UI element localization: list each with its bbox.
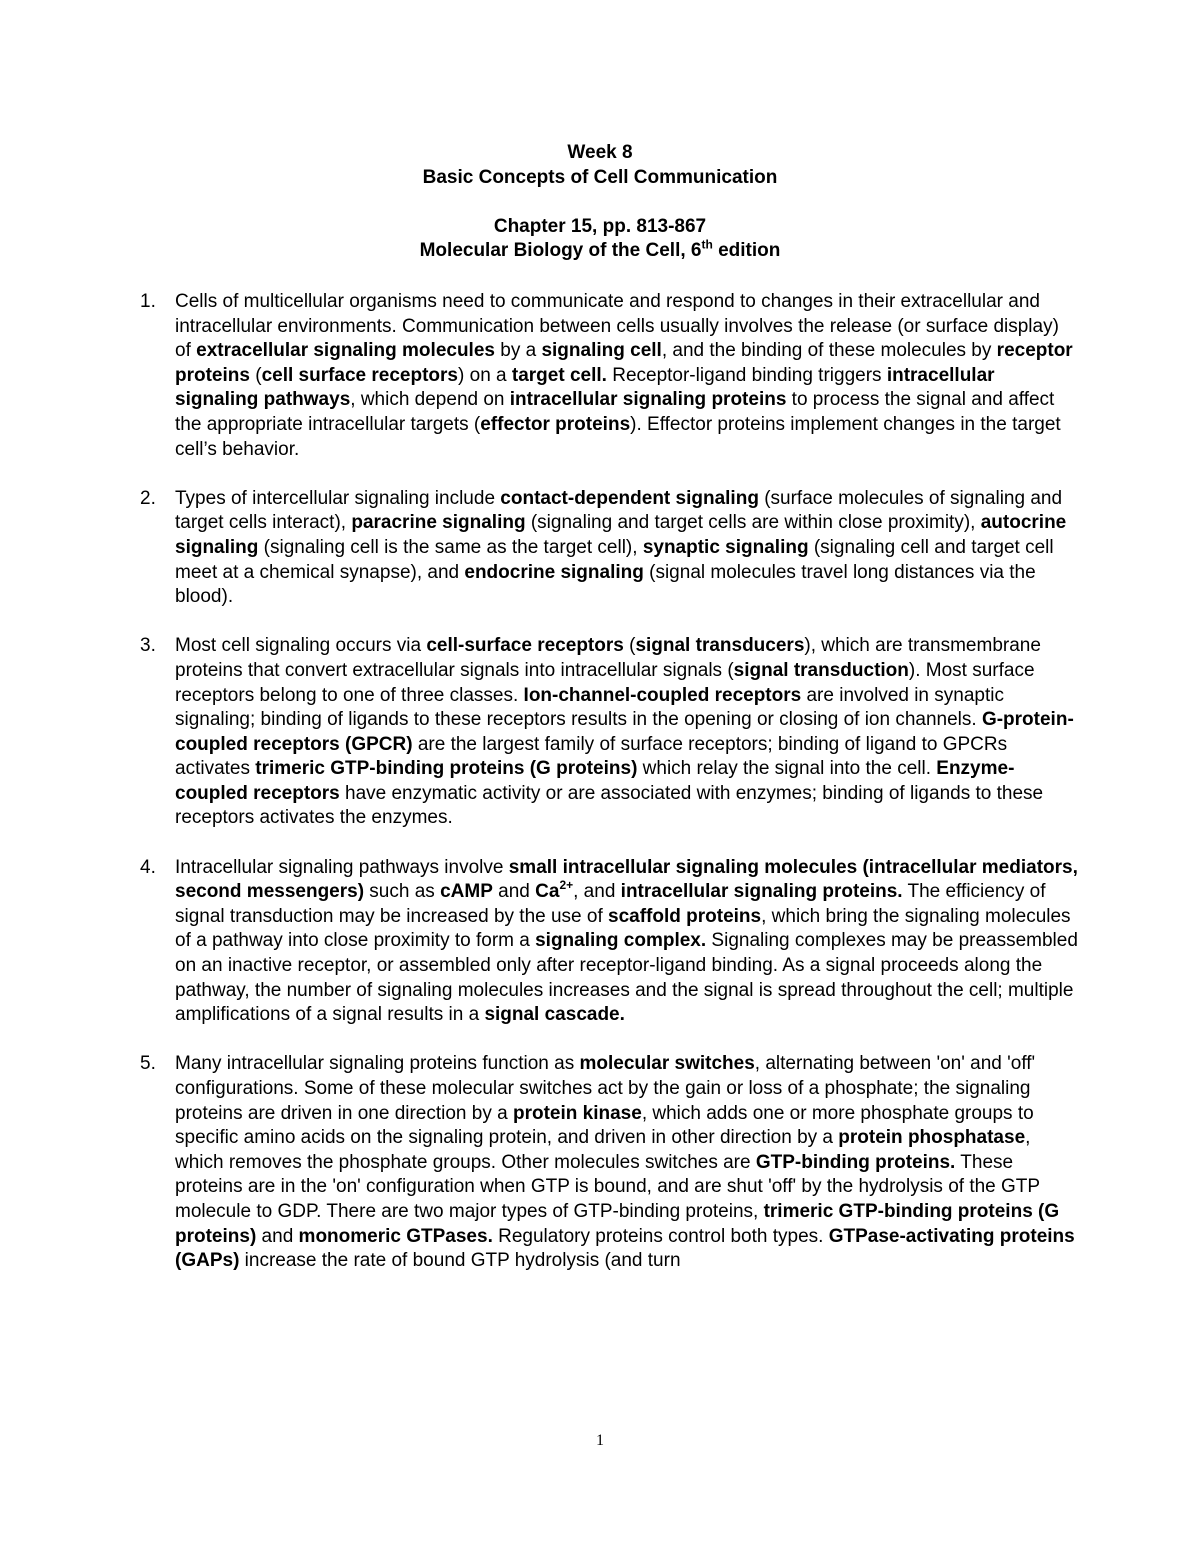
text-run: have enzymatic activity or are associated with enzymes; binding of ligands to these receptors activates the enzymes. xyxy=(175,782,1044,829)
text-run: Regulatory proteins control both types. xyxy=(492,1225,829,1247)
text-run: (surface molecules of signaling and target cells interact), xyxy=(175,487,1063,534)
text-run: to process the signal and affect the appropriate intracellular targets ( xyxy=(175,389,1055,435)
text-run: Most cell signaling occurs via xyxy=(175,635,427,657)
text-run: ( xyxy=(623,635,636,657)
bold-term: protein phosphatase xyxy=(838,1127,1026,1149)
list-item xyxy=(140,487,1080,610)
item-text xyxy=(175,290,1080,462)
text-run: (signaling cell is the same as the target cell), xyxy=(258,536,643,558)
bold-term: receptor proteins xyxy=(175,340,1073,386)
bold-term: trimeric GTP-binding proteins (G proteins) xyxy=(255,758,638,780)
item-text xyxy=(175,856,1080,1028)
bold-term: Ion-channel-coupled receptors xyxy=(523,684,802,706)
bold-term: intracellular signaling proteins. xyxy=(620,881,903,903)
text-run: , which removes the phosphate groups. Other molecules switches are xyxy=(175,1127,1031,1173)
text-run: , and the binding of these molecules by xyxy=(661,340,997,362)
text-run: Cells of multicellular organisms need to communicate and respond to changes in their extracellular and intracellular environments. Communication between cells usually involves the release (or surface display) of xyxy=(175,291,1059,362)
item-number: 3. xyxy=(140,635,156,657)
bold-term: G-protein-coupled receptors (GPCR) xyxy=(175,709,1074,755)
text-run: and xyxy=(256,1225,299,1247)
text-run: (signal molecules travel long distances via the blood). xyxy=(175,561,1036,608)
bold-term: signal cascade. xyxy=(484,1004,625,1026)
bold-term: GTPase-activating proteins (GAPs) xyxy=(175,1225,1075,1272)
text-run: ). Most surface receptors belong to one of three classes. xyxy=(175,659,1035,706)
bold-term: Enzyme-coupled receptors xyxy=(175,758,1015,804)
document-header xyxy=(0,141,1200,264)
bold-term: extracellular signaling molecules xyxy=(196,340,495,362)
bold-term: signaling complex. xyxy=(535,930,707,952)
bold-term: cell surface receptors xyxy=(261,364,459,386)
book-reference xyxy=(0,239,1200,264)
topic-heading: Basic Concepts of Cell Communication xyxy=(422,166,778,188)
bold-term: GTP-binding proteins. xyxy=(755,1151,956,1173)
text-run: , which bring the signaling molecules of a pathway into close proximity to form a xyxy=(175,905,1071,952)
bold-term: contact-dependent signaling xyxy=(500,487,759,509)
bold-term: paracrine signaling xyxy=(351,512,526,534)
text-run: are involved in synaptic signaling; binding of ligands to these receptors results in the opening or closing of ion channels. xyxy=(175,684,1004,731)
concept-list xyxy=(140,290,1080,1298)
text-run: (signaling and target cells are within close proximity), xyxy=(525,512,981,534)
bold-term: autocrine signaling xyxy=(175,512,1067,558)
text-run: Intracellular signaling pathways involve xyxy=(175,856,509,878)
item-text xyxy=(175,1052,1080,1273)
text-run: and xyxy=(492,881,536,903)
bold-term: scaffold proteins xyxy=(608,905,762,927)
text-run: The efficiency of signal transduction may be increased by the use of xyxy=(175,881,1046,927)
bold-term: endocrine signaling xyxy=(464,561,644,583)
text-run: by a xyxy=(494,340,542,362)
text-run: Types of intercellular signaling include xyxy=(175,487,501,509)
text-run: , which adds one or more phosphate groups to specific amino acids on the signaling protein, and driven in other direction by a xyxy=(175,1102,1034,1149)
text-run: such as xyxy=(364,881,441,903)
text-run: , which depend on xyxy=(350,389,510,411)
text-run: Receptor-ligand binding triggers xyxy=(606,364,887,386)
item-number: 5. xyxy=(140,1053,156,1075)
text-run: (signaling cell and target cell meet at a chemical synapse), and xyxy=(175,536,1054,583)
list-item xyxy=(140,1052,1080,1273)
page-number: 1 xyxy=(596,1432,604,1449)
text-run: Signaling complexes may be preassembled on an inactive receptor, or assembled only after receptor-ligand binding. As a signal proceeds along the pathway, the number of signaling molecules increases and the signal is spread throughout the cell; multiple amplifications of a signal results in a xyxy=(175,930,1078,1026)
edition-superscript: th xyxy=(701,238,713,253)
text-run: ), which are transmembrane proteins that convert extracellular signals into intracellular signals ( xyxy=(175,635,1041,681)
bold-term: cAMP xyxy=(440,881,493,903)
item-text xyxy=(175,487,1080,610)
bold-term: intracellular signaling pathways xyxy=(175,364,995,411)
bold-term: signaling cell xyxy=(541,340,662,362)
book-title: Molecular Biology of the Cell, 6 xyxy=(419,240,702,262)
bold-term: signal transducers xyxy=(635,635,805,657)
chapter-reference: Chapter 15, pp. 813-867 xyxy=(493,215,707,237)
text-run: , alternating between 'on' and 'off' configurations. Some of these molecular switches act by the gain or loss of a phosphate; the signaling proteins are driven in one direction by a xyxy=(175,1053,1036,1124)
item-number: 1. xyxy=(140,291,156,312)
header-spacer xyxy=(0,190,1200,215)
text-run: Many intracellular signaling proteins function as xyxy=(175,1053,580,1075)
list-item xyxy=(140,634,1080,831)
item-text xyxy=(175,634,1080,831)
item-number: 2. xyxy=(140,487,156,509)
bold-term: target cell. xyxy=(511,364,607,386)
bold-term: synaptic signaling xyxy=(642,536,809,558)
bold-term: intracellular signaling proteins xyxy=(509,389,787,411)
list-item xyxy=(140,856,1080,1028)
list-item xyxy=(140,290,1080,462)
text-run: ) on a xyxy=(458,364,512,386)
text-run: , and xyxy=(573,881,621,903)
item-number: 4. xyxy=(140,856,156,878)
text-run: are the largest family of surface receptors; binding of ligand to GPCRs activates xyxy=(175,733,1008,780)
superscript: 2+ xyxy=(559,878,574,893)
text-run: increase the rate of bound GTP hydrolysis (and turn xyxy=(239,1250,681,1272)
bold-term: Ca xyxy=(535,881,560,903)
text-run: These proteins are in the 'on' configuration when GTP is bound, and are shut 'off' by the hydrolysis of the GTP molecule to GDP. There are two major types of GTP-binding proteins, xyxy=(175,1151,1040,1222)
edition-label: edition xyxy=(712,240,781,262)
bold-term: molecular switches xyxy=(579,1053,755,1075)
bold-term: cell-surface receptors xyxy=(426,635,624,657)
text-run: which relay the signal into the cell. xyxy=(637,758,937,780)
week-heading: Week 8 xyxy=(567,142,633,163)
bold-term: protein kinase xyxy=(512,1102,642,1124)
bold-term: small intracellular signaling molecules (intracellular mediators, second messengers) xyxy=(175,856,1078,903)
bold-term: monomeric GTPases. xyxy=(298,1225,493,1247)
text-run: ( xyxy=(249,364,262,386)
text-run: ). Effector proteins implement changes in the target cell’s behavior. xyxy=(175,413,1061,460)
bold-term: signal transduction xyxy=(733,659,909,681)
bold-term: trimeric GTP-binding proteins (G proteins) xyxy=(175,1200,1060,1247)
bold-term: effector proteins xyxy=(480,413,631,435)
